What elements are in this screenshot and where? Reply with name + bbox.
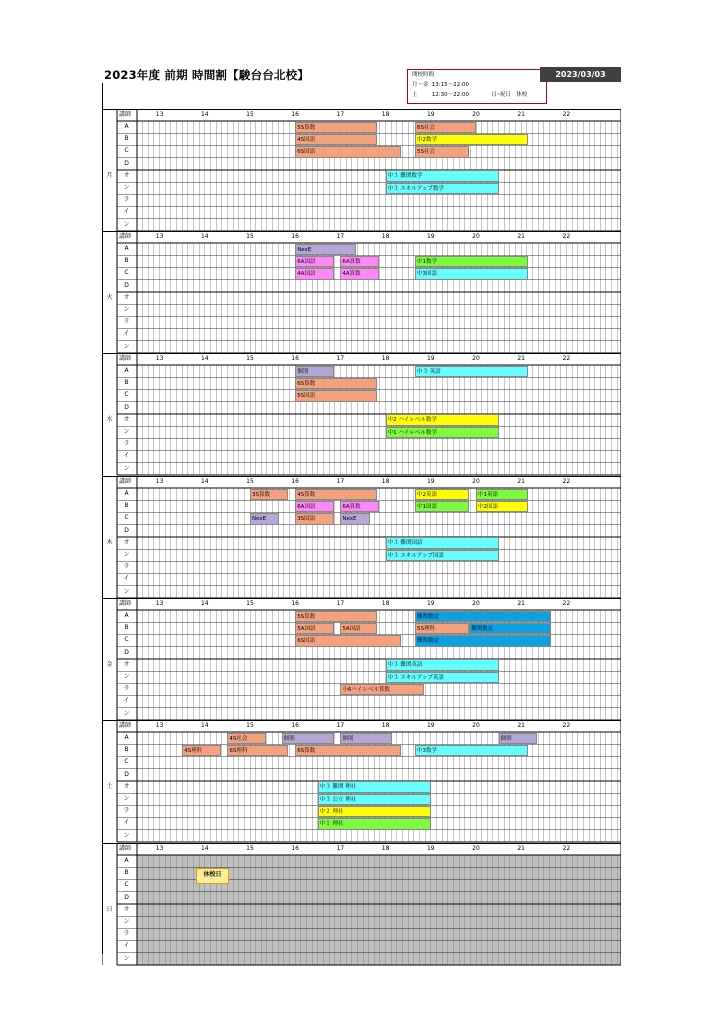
row-label: ラ: [123, 807, 130, 815]
class-block[interactable]: 中２ 理社: [318, 806, 431, 818]
hour-label: 15: [246, 478, 254, 485]
day-block: [102, 109, 621, 231]
hour-label: 18: [381, 845, 390, 852]
row-label: C: [124, 881, 129, 889]
row-label: A: [124, 123, 129, 130]
class-block[interactable]: 中３ 英語: [415, 366, 528, 378]
class-block[interactable]: 難関数定: [415, 611, 551, 623]
row-label: D: [124, 281, 129, 289]
hour-label: 15: [246, 233, 254, 240]
day-block: [102, 353, 621, 475]
row-label: ラ: [123, 930, 130, 938]
row-label: ラ: [123, 196, 130, 204]
class-block[interactable]: 中2数学: [415, 134, 528, 146]
hour-label: 22: [562, 845, 571, 852]
row-label: ン: [123, 551, 130, 558]
class-block[interactable]: 個別: [499, 733, 537, 745]
row-label: イ: [123, 330, 130, 338]
hour-label: 16: [291, 111, 300, 118]
class-block[interactable]: 中３ 公立 理社: [318, 794, 431, 806]
class-block[interactable]: 6A国語: [295, 501, 333, 513]
row-label: C: [124, 636, 129, 644]
class-block[interactable]: 中３ 難関数学: [386, 170, 499, 182]
class-block[interactable]: NexE: [295, 244, 356, 256]
opening-hours-box: [407, 69, 547, 104]
class-block[interactable]: 4S理科: [182, 745, 220, 757]
row-label: ン: [123, 587, 130, 595]
row-label: ン: [123, 673, 130, 680]
row-label: オ: [123, 660, 130, 668]
saturday-hours-row: [412, 90, 542, 100]
hour-label: 20: [472, 233, 480, 240]
hour-label: 17: [336, 722, 345, 729]
row-label: B: [124, 869, 129, 877]
hour-label: 22: [562, 233, 571, 240]
row-label: C: [124, 391, 129, 399]
hour-label: 17: [336, 478, 345, 485]
row-label: ン: [123, 831, 130, 839]
row-label: A: [124, 367, 129, 374]
hour-label: 14: [200, 600, 209, 607]
teacher-header: 講師: [119, 478, 132, 485]
teacher-header: 講師: [119, 600, 132, 607]
hour-label: 18: [381, 355, 390, 362]
row-label: ラ: [123, 440, 130, 448]
row-label: D: [124, 159, 129, 167]
class-block[interactable]: 中１ 理社: [318, 818, 431, 830]
hour-label: 15: [246, 355, 254, 362]
class-block[interactable]: 個別: [340, 733, 392, 745]
class-block[interactable]: 6S理科: [227, 745, 288, 757]
saturday-label: 土: [412, 92, 418, 98]
row-label: ン: [123, 428, 130, 435]
row-label: イ: [123, 942, 130, 950]
class-block[interactable]: 6A算数: [340, 501, 378, 513]
row-label: オ: [123, 782, 130, 790]
hour-label: 14: [200, 355, 209, 362]
class-block[interactable]: NexE: [250, 513, 279, 525]
class-block[interactable]: 4A国語: [295, 268, 333, 280]
row-label: A: [124, 490, 129, 497]
hour-label: 19: [426, 600, 435, 607]
row-label: ラ: [123, 563, 130, 571]
day-label: 水: [106, 415, 113, 423]
row-label: C: [124, 514, 129, 522]
row-label: B: [124, 502, 129, 510]
row-label: C: [124, 269, 129, 277]
hour-label: 14: [200, 233, 209, 240]
hour-label: 21: [517, 355, 526, 362]
row-label: イ: [123, 819, 130, 827]
teacher-header: 講師: [119, 355, 132, 362]
hour-label: 14: [200, 111, 209, 118]
class-block[interactable]: 6S算数: [295, 745, 401, 757]
day-block: [102, 720, 621, 842]
hour-label: 16: [291, 600, 300, 607]
class-block[interactable]: 6S算数: [295, 378, 376, 390]
row-label: C: [124, 758, 129, 766]
teacher-header: 講師: [119, 111, 132, 118]
date-badge: 2023/03/03: [540, 67, 621, 82]
day-block: [102, 476, 621, 598]
class-block[interactable]: 中1 ハイレベル数学: [386, 427, 499, 439]
class-block[interactable]: 5S社会: [415, 146, 469, 158]
class-block[interactable]: 6A国語: [295, 256, 333, 268]
hour-label: 14: [200, 845, 209, 852]
hour-label: 22: [562, 355, 571, 362]
class-block[interactable]: 中３ スキルアップ数学: [386, 183, 499, 195]
class-block[interactable]: 4A算数: [340, 268, 378, 280]
day-label: 金: [106, 660, 113, 668]
class-block[interactable]: 5S算数: [295, 611, 376, 623]
row-label: オ: [123, 171, 130, 179]
row-label: A: [124, 612, 129, 619]
row-label: オ: [123, 538, 130, 546]
page-title: 2023年度 前期 時間割【駿台台北校】: [104, 68, 310, 82]
hour-label: 19: [426, 233, 435, 240]
day-label: 月: [106, 171, 113, 179]
row-label: A: [124, 857, 129, 864]
teacher-header: 講師: [119, 233, 132, 240]
row-label: ン: [123, 918, 130, 925]
class-block[interactable]: 5A国語: [340, 623, 376, 635]
row-label: B: [124, 379, 129, 387]
row-label: イ: [123, 575, 130, 583]
hour-label: 17: [336, 355, 345, 362]
hour-label: 13: [155, 233, 164, 240]
hour-label: 19: [426, 722, 435, 729]
hour-label: 20: [472, 845, 480, 852]
weekday-hours: 13:15～22:00: [431, 82, 469, 88]
class-block[interactable]: 6S国語: [295, 635, 401, 647]
closed-note: 日･祝日 休校: [491, 92, 528, 98]
hour-label: 21: [517, 233, 526, 240]
row-label: イ: [123, 208, 130, 216]
row-label: D: [124, 893, 129, 901]
class-block[interactable]: 個別: [282, 733, 334, 745]
hour-label: 19: [426, 355, 435, 362]
class-block[interactable]: 中３ スキルアップ国語: [386, 550, 499, 562]
row-label: D: [124, 403, 129, 411]
weekday-label: 月～金: [412, 82, 429, 88]
hour-label: 16: [291, 355, 300, 362]
teacher-header: 講師: [119, 722, 132, 729]
hour-label: 21: [517, 845, 526, 852]
row-label: イ: [123, 452, 130, 460]
class-block[interactable]: 中2国語: [476, 501, 528, 513]
hour-label: 18: [381, 478, 390, 485]
hour-label: 21: [517, 478, 526, 485]
hour-label: 13: [155, 845, 164, 852]
class-block[interactable]: 中３ スキルアップ英語: [386, 672, 499, 684]
row-label: オ: [123, 293, 130, 301]
weekday-hours-row: [412, 80, 542, 90]
row-label: ン: [123, 464, 130, 472]
row-label: ン: [123, 220, 130, 228]
hour-label: 17: [336, 600, 345, 607]
class-block[interactable]: 4S国語: [295, 134, 376, 146]
row-label: ン: [123, 954, 130, 962]
hour-label: 17: [336, 845, 345, 852]
hour-label: 14: [200, 722, 209, 729]
class-block[interactable]: 5S理科: [415, 623, 469, 635]
row-label: ン: [123, 795, 130, 802]
row-label: D: [124, 526, 129, 534]
hour-label: 15: [246, 722, 254, 729]
class-block[interactable]: 中３ 難関 理社: [318, 781, 431, 793]
row-label: B: [124, 135, 129, 143]
hour-label: 18: [381, 111, 390, 118]
class-block[interactable]: 6A算数: [340, 256, 378, 268]
hour-label: 14: [200, 478, 209, 485]
class-block[interactable]: 中1英語: [476, 489, 528, 501]
class-block[interactable]: 5A国語: [295, 623, 333, 635]
saturday-hours: 12:30～22:00: [431, 92, 469, 98]
row-label: ン: [123, 184, 130, 191]
hour-label: 13: [155, 478, 164, 485]
class-block[interactable]: 4S算数: [295, 489, 376, 501]
day-label: 土: [106, 782, 113, 790]
hour-label: 15: [246, 600, 254, 607]
row-label: A: [124, 734, 129, 741]
class-block[interactable]: NexE: [340, 513, 369, 525]
hour-label: 15: [246, 845, 254, 852]
class-block[interactable]: 6S社会: [415, 122, 476, 134]
grid-lines: [102, 843, 621, 966]
hour-label: 20: [472, 355, 480, 362]
hour-label: 15: [246, 111, 254, 118]
hour-label: 21: [517, 600, 526, 607]
row-label: ラ: [123, 685, 130, 693]
class-block[interactable]: 難関数定: [415, 635, 551, 647]
row-label: ラ: [123, 318, 130, 326]
teacher-header: 講師: [119, 845, 132, 852]
row-label: オ: [123, 415, 130, 423]
row-label: D: [124, 770, 129, 778]
hour-label: 13: [155, 111, 164, 118]
row-label: オ: [123, 905, 130, 913]
hour-label: 18: [381, 233, 390, 240]
hour-label: 13: [155, 722, 164, 729]
hour-label: 16: [291, 845, 300, 852]
opening-hours-heading: 開校時間: [412, 72, 435, 78]
row-label: ン: [123, 342, 130, 350]
class-block[interactable]: 中2 ハイレベル数学: [386, 414, 499, 426]
day-label: 日: [106, 905, 113, 913]
hour-label: 19: [426, 478, 435, 485]
hour-label: 20: [472, 111, 480, 118]
hour-label: 16: [291, 233, 300, 240]
hour-label: 17: [336, 233, 345, 240]
class-block[interactable]: 中３ 難関国語: [386, 537, 499, 549]
day-label: 火: [106, 293, 113, 301]
class-block[interactable]: 5S国語: [295, 390, 376, 402]
hour-label: 18: [381, 600, 390, 607]
hour-label: 13: [155, 600, 164, 607]
class-block[interactable]: 3S算数: [250, 489, 288, 501]
hour-label: 22: [562, 722, 571, 729]
hour-label: 13: [155, 355, 164, 362]
class-block[interactable]: 3S国語: [295, 513, 333, 525]
class-block[interactable]: 難関数定: [469, 623, 550, 635]
hour-label: 20: [472, 600, 480, 607]
hour-label: 21: [517, 111, 526, 118]
row-label: ン: [123, 709, 130, 717]
hour-label: 20: [472, 478, 480, 485]
class-block[interactable]: 4S社会: [227, 733, 265, 745]
hour-label: 19: [426, 111, 435, 118]
row-label: D: [124, 648, 129, 656]
hour-label: 17: [336, 111, 345, 118]
class-block[interactable]: 小6ハイレベル算数: [340, 684, 424, 696]
hour-label: 21: [517, 722, 526, 729]
hour-label: 19: [426, 845, 435, 852]
class-block[interactable]: 中3数学: [415, 745, 528, 757]
class-block[interactable]: 5S算数: [295, 122, 376, 134]
row-label: A: [124, 245, 129, 252]
class-block[interactable]: 中3国語: [415, 268, 528, 280]
row-label: イ: [123, 697, 130, 705]
class-block[interactable]: 個別: [295, 366, 333, 378]
hour-label: 20: [472, 722, 480, 729]
row-label: C: [124, 147, 129, 155]
day-block: [102, 231, 621, 353]
class-block[interactable]: 中1数学: [415, 256, 528, 268]
row-label: ン: [123, 306, 130, 313]
class-block[interactable]: 中３ 難関英語: [386, 659, 499, 671]
row-label: B: [124, 257, 129, 265]
hour-label: 16: [291, 478, 300, 485]
row-label: B: [124, 746, 129, 754]
day-block: [102, 598, 621, 720]
holiday-label: 休校日: [196, 868, 230, 885]
hour-label: 22: [562, 478, 571, 485]
day-block: [102, 843, 621, 965]
hour-label: 18: [381, 722, 390, 729]
hour-label: 22: [562, 111, 571, 118]
class-block[interactable]: 6S国語: [295, 146, 401, 158]
day-label: 木: [106, 538, 113, 546]
grid-lines: [102, 231, 621, 354]
class-block[interactable]: 中2英語: [415, 489, 469, 501]
grid-lines: [102, 353, 621, 476]
hour-label: 22: [562, 600, 571, 607]
hour-label: 16: [291, 722, 300, 729]
class-block[interactable]: 中1国語: [415, 501, 469, 513]
row-label: B: [124, 624, 129, 632]
